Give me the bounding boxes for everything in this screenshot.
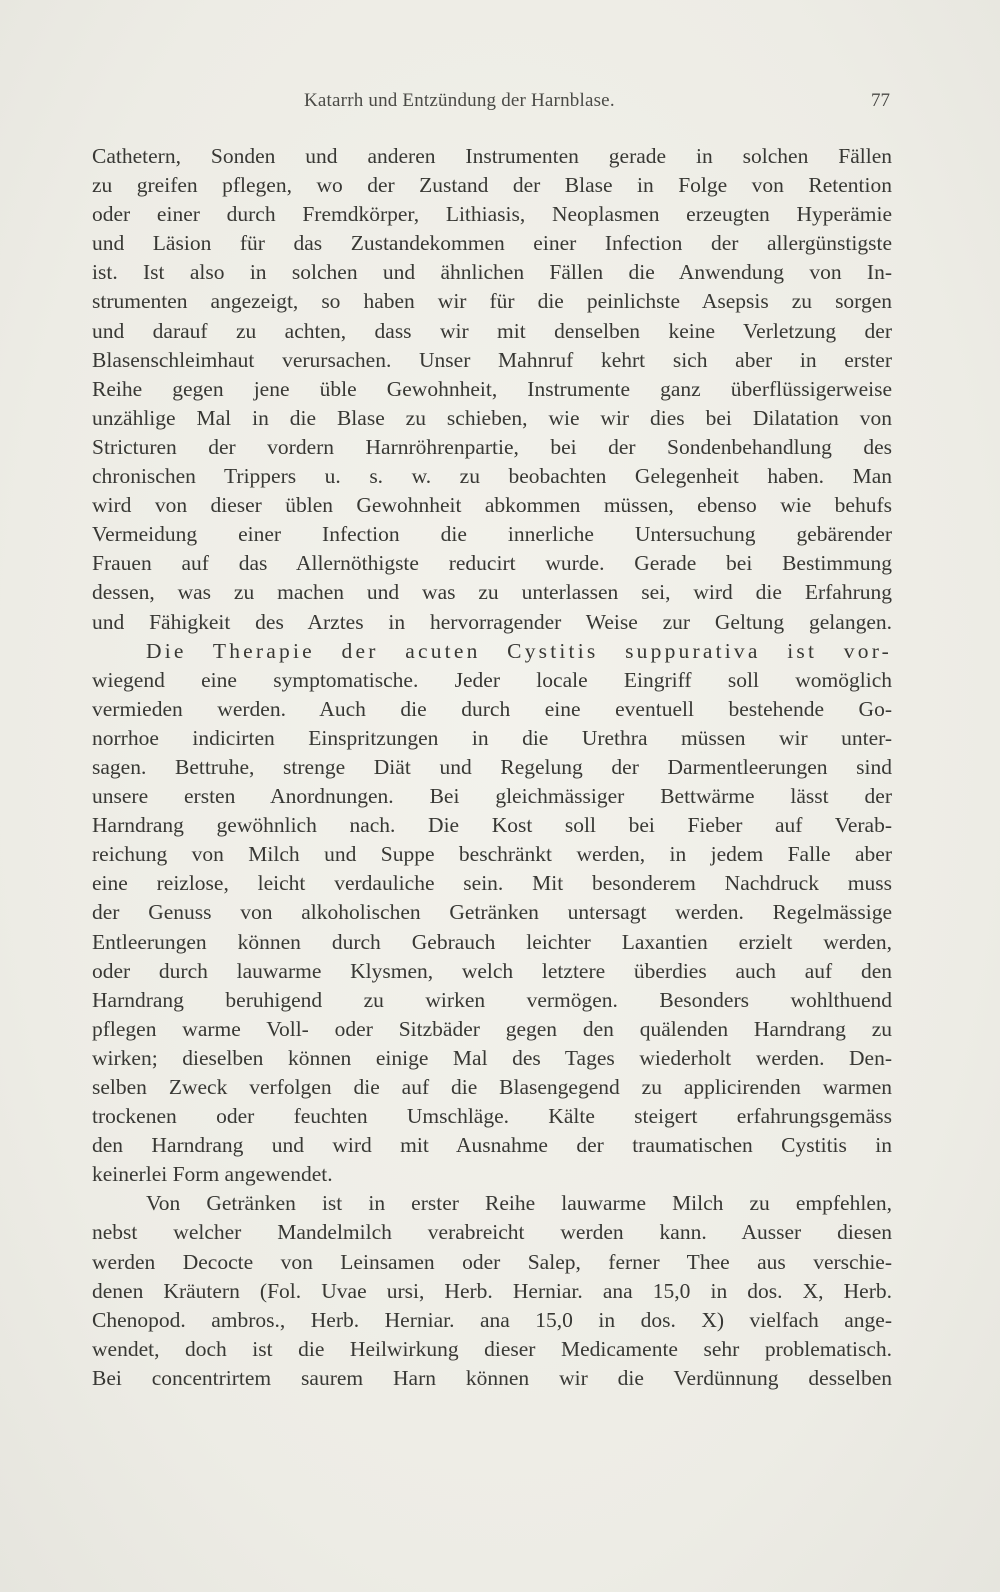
text-line: pflegen warme Voll- oder Sitzbäder gegen den quälenden Harndrang zu [92,1016,892,1041]
text-line: Entleerungen können durch Gebrauch leichter Laxantien erzielt werden, [92,929,892,954]
text-line: oder durch lauwarme Klysmen, welch letztere überdies auch auf den [92,958,892,983]
text-line: wiegend eine symptomatische. Jeder locale Eingriff soll womöglich [92,667,892,692]
text-line: wirken; dieselben können einige Mal des Tages wiederholt werden. Den- [92,1045,892,1070]
text-line: Vermeidung einer Infection die innerliche Untersuchung gebärender [92,522,892,547]
text-line: Stricturen der vordern Harnröhrenpartie, bei der Sondenbehandlung des [92,434,892,459]
text-line: selben Zweck verfolgen die auf die Blasengegend zu applicirenden warmen [92,1075,892,1099]
text-line: und Fähigkeit des Arztes in hervorragender Weise zur Geltung gelangen. [92,609,892,634]
text-line: wendet, doch ist die Heilwirkung dieser Medicamente sehr problematisch. [92,1336,892,1361]
text-line: dessen, was zu machen und was zu unterlassen sei, wird die Erfahrung [92,580,892,605]
running-head [92,86,892,116]
text-line: ist. Ist also in solchen und ähnlichen Fällen die Anwendung von In- [92,260,892,285]
text-line: Harndrang gewöhnlich nach. Die Kost soll bei Fieber auf Verab- [92,813,892,838]
text-line: wird von dieser üblen Gewohnheit abkommen müssen, ebenso wie behufs [92,493,892,518]
text-line: Die Therapie der acuten Cystitis suppurativa ist vor- [146,638,892,663]
text-line: und darauf zu achten, dass wir mit denselben keine Verletzung der [92,318,892,343]
text-line: trockenen oder feuchten Umschläge. Kälte steigert erfahrungsgemäss [92,1104,892,1129]
text-line: chronischen Trippers u. s. w. zu beobachten Gelegenheit haben. Man [92,464,892,489]
text-line: norrhoe indicirten Einspritzungen in die Urethra müssen wir unter- [92,725,892,750]
text-line: unsere ersten Anordnungen. Bei gleichmässiger Bettwärme lässt der [92,784,892,809]
page-number: 77 [871,90,890,111]
running-title: Katarrh und Entzündung der Harnblase. [304,90,615,111]
text-line: oder einer durch Fremdkörper, Lithiasis, Neoplasmen erzeugten Hyperämie [92,202,892,227]
text-line: denen Kräutern (Fol. Uvae ursi, Herb. Herniar. ana 15,0 in dos. X, Herb. [92,1278,892,1303]
text-line: Reihe gegen jene üble Gewohnheit, Instrumente ganz überflüssigerweise [92,376,892,401]
text-line: Frauen auf das Allernöthigste reducirt wurde. Gerade bei Bestimmung [92,551,892,576]
text-line: reichung von Milch und Suppe beschränkt werden, in jedem Falle aber [92,842,892,867]
text-line: Bei concentrirtem saurem Harn können wir die Verdünnung desselben [92,1365,892,1390]
text-line: Blasenschleimhaut verursachen. Unser Mahnruf kehrt sich aber in erster [92,347,892,372]
text-line: zu greifen pflegen, wo der Zustand der Blase in Folge von Retention [92,173,892,198]
text-line: und Läsion für das Zustandekommen einer Infection der allergünstigste [92,231,892,256]
text-line: den Harndrang und wird mit Ausnahme der traumatischen Cystitis in [92,1133,892,1158]
text-line: strumenten angezeigt, so haben wir für die peinlichste Asepsis zu sorgen [92,289,892,314]
text-line: keinerlei Form angewendet. [92,1162,333,1187]
text-line: vermieden werden. Auch die durch eine eventuell bestehende Go- [92,696,892,721]
text-line: unzählige Mal in die Blase zu schieben, wie wir dies bei Dilatation von [92,405,892,430]
text-line: nebst welcher Mandelmilch verabreicht werden kann. Ausser diesen [92,1220,892,1245]
text-line: Chenopod. ambros., Herb. Herniar. ana 15,0 in dos. X) vielfach ange- [92,1307,892,1332]
body-text [92,142,892,1393]
text-line: der Genuss von alkoholischen Getränken untersagt werden. Regelmässige [92,900,892,925]
text-line: eine reizlose, leicht verdauliche sein. Mit besonderem Nachdruck muss [92,871,892,896]
text-line: Cathetern, Sonden und anderen Instrumenten gerade in solchen Fällen [92,144,892,168]
text-line: Von Getränken ist in erster Reihe lauwarme Milch zu empfehlen, [146,1191,892,1216]
text-line: werden Decocte von Leinsamen oder Salep, ferner Thee aus verschie- [92,1249,892,1274]
text-line: Harndrang beruhigend zu wirken vermögen. Besonders wohlthuend [92,987,892,1012]
text-line: sagen. Bettruhe, strenge Diät und Regelung der Darmentleerungen sind [92,754,892,779]
